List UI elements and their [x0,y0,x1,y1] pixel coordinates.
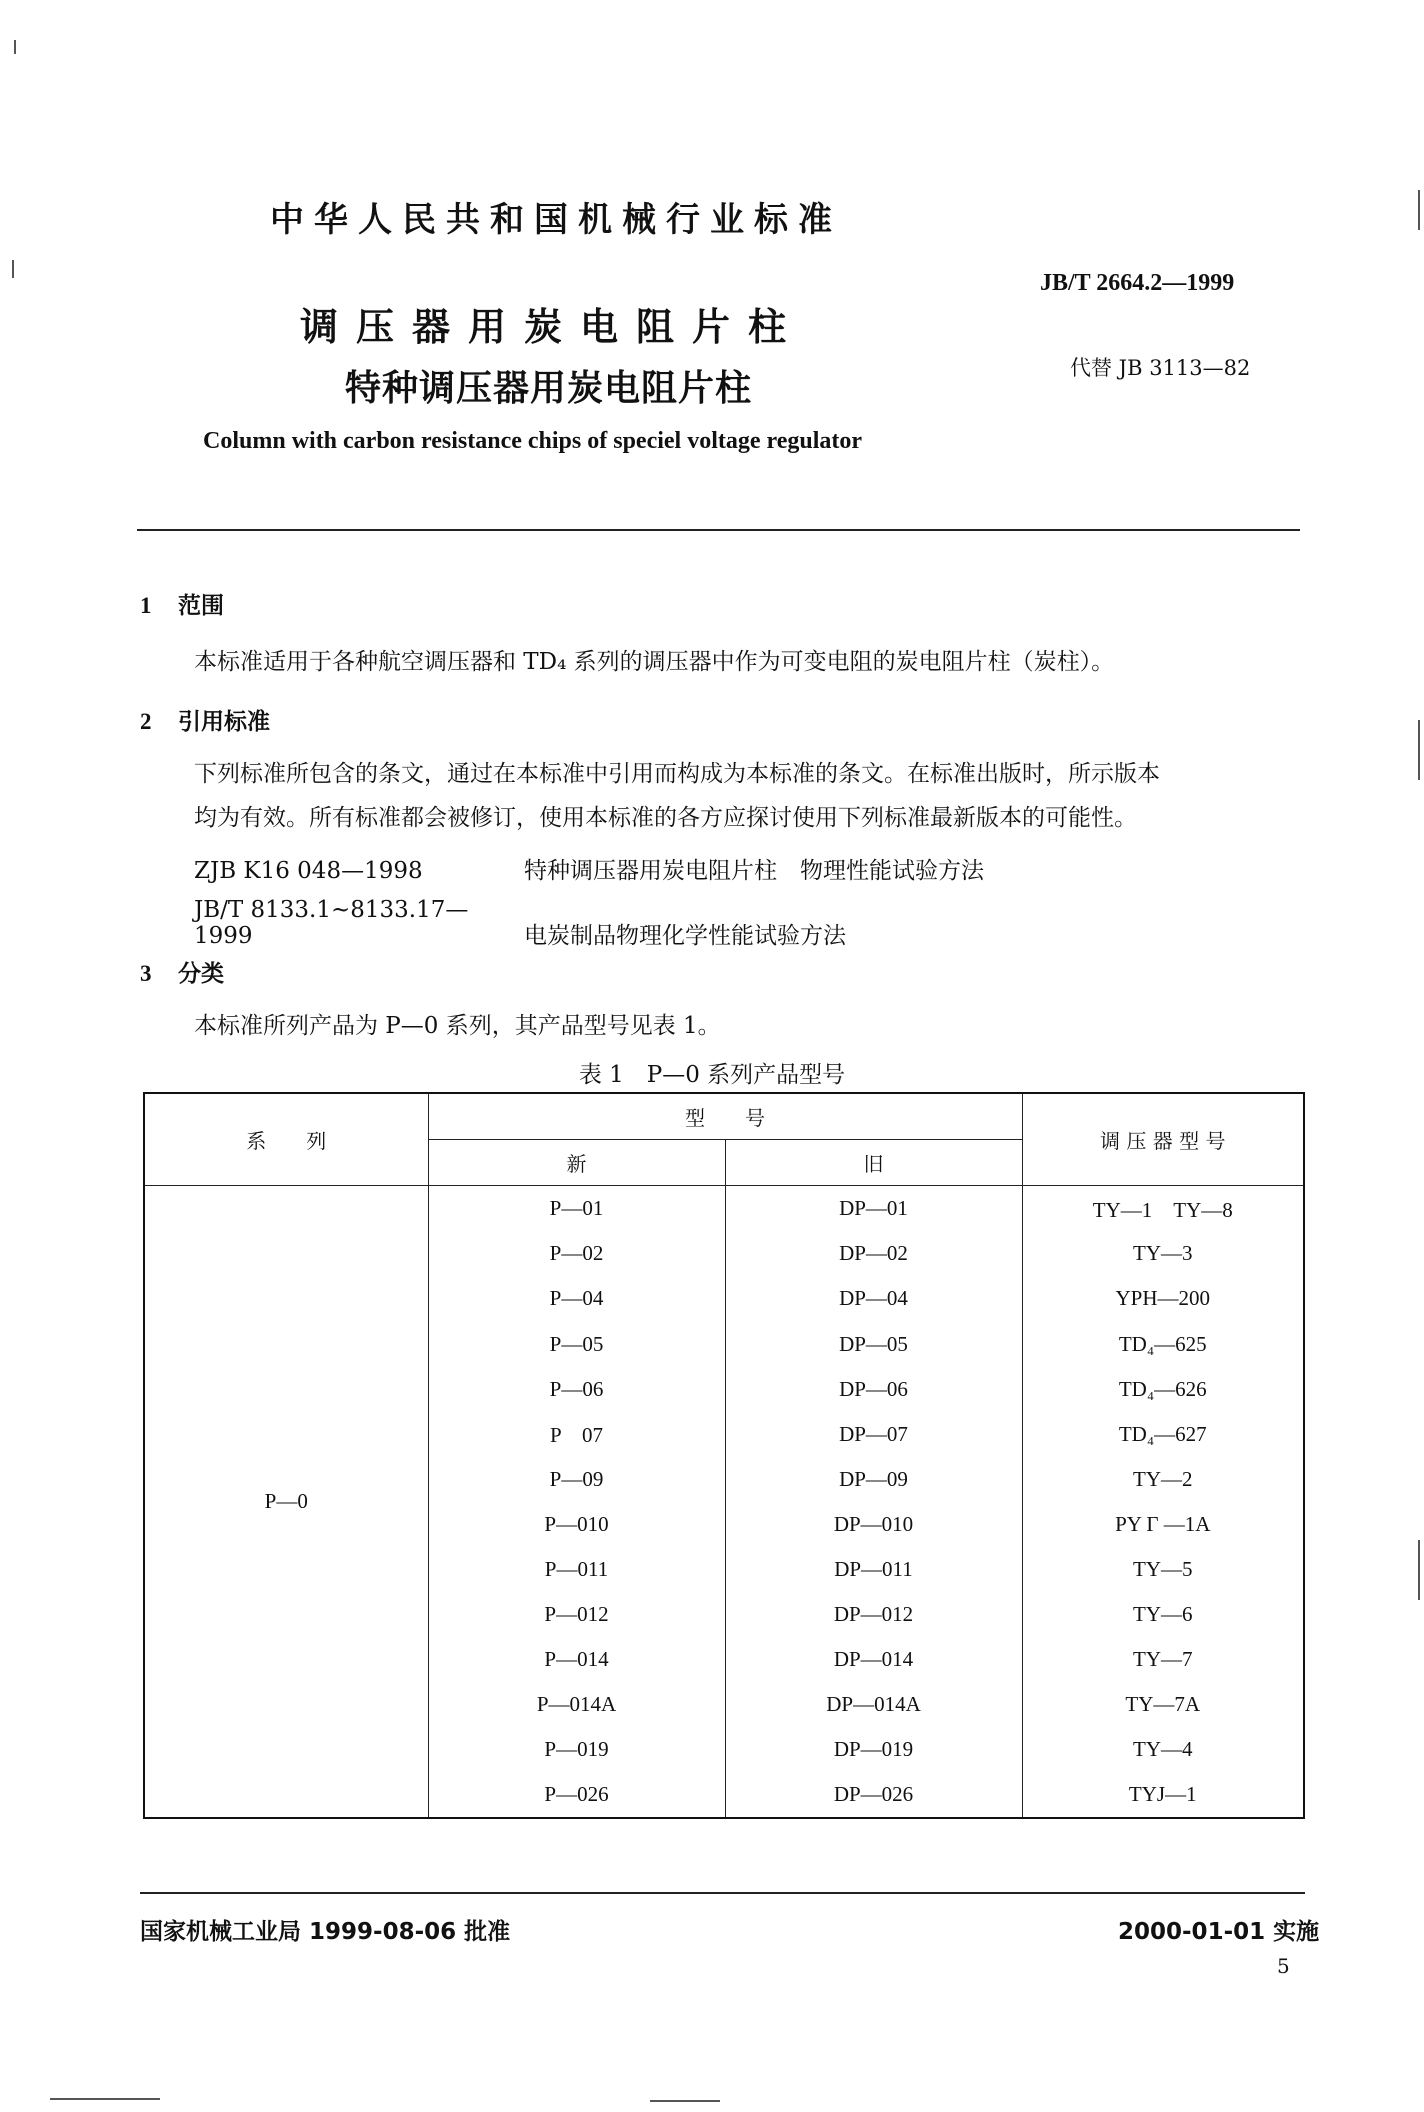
regulator-cell: TYJ—1 [1022,1772,1304,1818]
reference-code: ZJB K16 048—1998 [194,858,423,884]
reference-title: 电炭制品物理化学性能试验方法 [524,923,846,949]
old-model-cell: DP—014 [725,1637,1022,1682]
regulator-cell: TY—7 [1022,1637,1304,1682]
regulator-cell: TY—7A [1022,1682,1304,1727]
section-2-heading [140,703,270,736]
scan-speck [650,2100,720,2102]
scan-speck [12,260,14,278]
scan-speck [1418,1540,1420,1600]
old-model-cell: DP—012 [725,1592,1022,1637]
regulator-cell: TY—3 [1022,1231,1304,1276]
section-number: 1 [140,593,152,618]
section-3-text: 本标准所列产品为 P—0 系列，其产品型号见表 1。 [194,1013,721,1039]
section-title: 引用标准 [178,709,270,735]
regulator-cell: YPH—200 [1022,1276,1304,1321]
header-old: 旧 [725,1139,1022,1185]
page-number: 5 [1277,1954,1290,1978]
footer-divider [140,1892,1305,1894]
header-new: 新 [428,1139,725,1185]
new-model-cell: P—011 [428,1547,725,1592]
table-caption: 表 1 P—0 系列产品型号 [578,1062,846,1088]
header-model: 型 号 [428,1093,1022,1139]
new-model-cell: P—014A [428,1682,725,1727]
regulator-cell: TD₄—625 [1022,1322,1304,1367]
replaces-note: 代替 JB 3113—82 [1070,356,1251,380]
title-line-2: 特种调压器用炭电阻片柱 [345,368,753,409]
scan-speck [1418,190,1420,230]
reference-title: 特种调压器用炭电阻片柱 物理性能试验方法 [524,858,984,884]
old-model-cell: DP—05 [725,1322,1022,1367]
section-2-text-line-2: 均为有效。所有标准都会被修订，使用本标准的各方应探讨使用下列标准最新版本的可能性。 [194,805,1137,831]
old-model-cell: DP—019 [725,1727,1022,1772]
section-number: 3 [140,961,152,986]
new-model-cell: P—02 [428,1231,725,1276]
standard-body-title: 中华人民共和国机械行业标准 [270,200,842,240]
regulator-cell: TY—6 [1022,1592,1304,1637]
section-1-heading [140,587,224,620]
header-regulator: 调 压 器 型 号 [1022,1093,1304,1186]
regulator-cell: TY—4 [1022,1727,1304,1772]
new-model-cell: P—019 [428,1727,725,1772]
old-model-cell: DP—04 [725,1276,1022,1321]
new-model-cell: P—09 [428,1457,725,1502]
regulator-cell: TY—1 TY—8 [1022,1186,1304,1232]
old-model-cell: DP—026 [725,1772,1022,1818]
new-model-cell: P 07 [428,1412,725,1457]
product-model-table [143,1092,1305,1819]
section-title: 分类 [178,961,224,987]
old-model-cell: DP—06 [725,1367,1022,1412]
new-model-cell: P—05 [428,1322,725,1367]
regulator-cell: TD₄—627 [1022,1412,1304,1457]
old-model-cell: DP—02 [725,1231,1022,1276]
effective-date: 2000-01-01 实施 [1118,1919,1320,1945]
new-model-cell: P—014 [428,1637,725,1682]
title-divider [137,529,1300,531]
scan-speck [14,40,16,54]
old-model-cell: DP—014A [725,1682,1022,1727]
new-model-cell: P—026 [428,1772,725,1818]
regulator-cell: TY—2 [1022,1457,1304,1502]
section-3-heading [140,955,224,988]
standard-number: JB/T 2664.2—1999 [1040,270,1235,296]
scan-speck [1418,720,1420,780]
new-model-cell: P—010 [428,1502,725,1547]
header-series: 系 列 [144,1093,428,1186]
approval-note: 国家机械工业局 1999-08-06 批准 [140,1919,511,1945]
section-2-text-line-1: 下列标准所包含的条文，通过在本标准中引用而构成为本标准的条文。在标准出版时，所示版本 [194,761,1160,787]
regulator-cell: PY Γ —1A [1022,1502,1304,1547]
reference-item [194,852,984,885]
old-model-cell: DP—07 [725,1412,1022,1457]
new-model-cell: P—06 [428,1367,725,1412]
english-title: Column with carbon resistance chips of speciel voltage regulator [203,428,863,454]
reference-code: JB/T 8133.1~8133.17—1999 [194,897,469,949]
series-cell: P—0 [144,1186,428,1818]
old-model-cell: DP—011 [725,1547,1022,1592]
title-line-1: 调压器用炭电阻片柱 [300,305,805,349]
section-number: 2 [140,709,152,734]
regulator-cell: TD₄—626 [1022,1367,1304,1412]
old-model-cell: DP—09 [725,1457,1022,1502]
reference-item [194,897,846,950]
new-model-cell: P—01 [428,1186,725,1232]
new-model-cell: P—012 [428,1592,725,1637]
section-1-text: 本标准适用于各种航空调压器和 TD₄ 系列的调压器中作为可变电阻的炭电阻片柱（炭柱）。 [194,649,1115,675]
regulator-cell: TY—5 [1022,1547,1304,1592]
table-row [144,1186,1304,1232]
scan-speck [50,2098,160,2100]
old-model-cell: DP—010 [725,1502,1022,1547]
section-title: 范围 [178,593,224,619]
old-model-cell: DP—01 [725,1186,1022,1232]
new-model-cell: P—04 [428,1276,725,1321]
